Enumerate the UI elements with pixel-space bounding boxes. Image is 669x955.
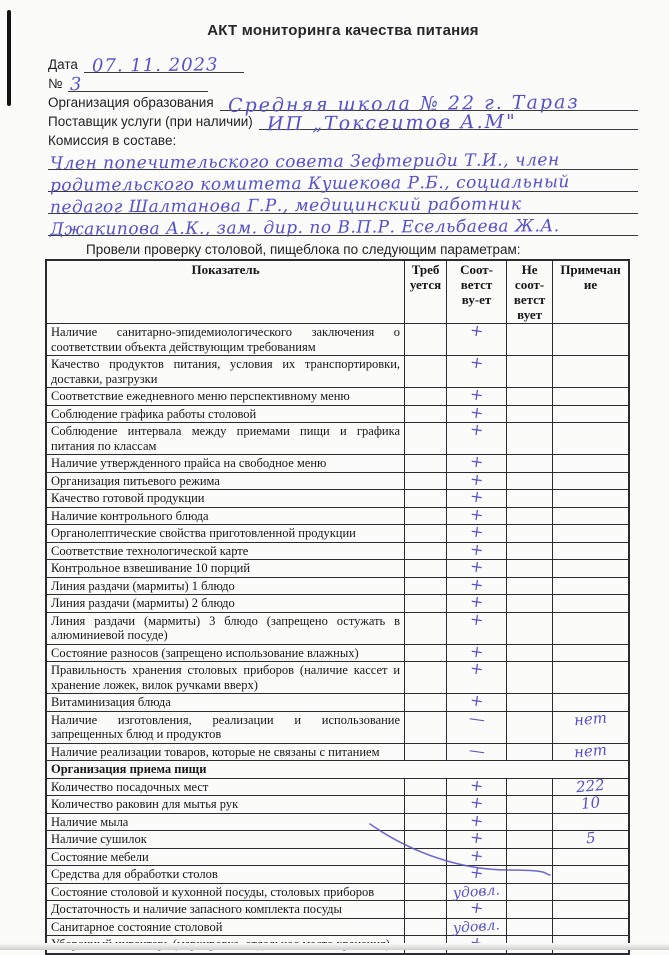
not-complies-cell	[507, 848, 553, 866]
number-label: №	[48, 76, 63, 91]
required-cell	[405, 662, 447, 694]
not-complies-cell	[507, 405, 553, 423]
note-cell	[553, 883, 629, 901]
required-cell	[405, 694, 447, 712]
handwritten-mark: +	[468, 538, 485, 560]
note-cell	[553, 507, 629, 525]
required-cell	[405, 796, 447, 814]
table-row	[46, 356, 629, 388]
table-row	[46, 918, 629, 936]
commission-line-text: педагог Шалтанова Г.Р., медицинский работник	[49, 194, 522, 218]
indicator-cell: Линия раздачи (мармиты) 2 блюдо	[46, 595, 405, 613]
column-header-complies: Соот- ветст ву-ет	[447, 260, 507, 324]
column-header-not-complies: Не соот- ветст вует	[507, 260, 553, 324]
not-complies-cell	[507, 388, 553, 406]
required-cell	[405, 778, 447, 796]
required-cell	[405, 507, 447, 525]
note-cell	[553, 490, 629, 508]
indicator-cell: Соответствие ежедневного меню перспективному меню	[46, 388, 405, 406]
handwritten-mark: +	[468, 468, 485, 490]
not-complies-cell	[507, 918, 553, 936]
required-cell	[405, 388, 447, 406]
indicator-cell: Витаминизация блюда	[46, 694, 405, 712]
table-row	[46, 813, 629, 831]
complies-cell	[447, 352, 507, 388]
organization-field	[48, 91, 638, 117]
commission-line	[48, 214, 638, 240]
document-content	[48, 14, 638, 955]
indicator-cell: Достаточность и наличие запасного комплекта посуды	[46, 901, 405, 919]
not-complies-cell	[507, 560, 553, 578]
note-cell	[553, 595, 629, 613]
complies-cell	[447, 897, 507, 919]
not-complies-cell	[507, 866, 553, 884]
indicator-cell: Контрольное взвешивание 10 порций	[46, 560, 405, 578]
handwritten-note: 5	[585, 828, 597, 848]
handwritten-mark: +	[468, 640, 485, 662]
complies-cell	[447, 419, 507, 455]
note-cell	[553, 612, 629, 644]
table-row	[46, 423, 629, 455]
inspection-table	[45, 259, 630, 955]
required-cell	[405, 883, 447, 901]
complies-cell	[447, 707, 507, 743]
not-complies-cell	[507, 901, 553, 919]
required-cell	[405, 866, 447, 884]
handwritten-mark: +	[468, 556, 485, 578]
handwritten-mark: удовл.	[452, 917, 501, 937]
not-complies-cell	[507, 542, 553, 560]
handwritten-mark: +	[468, 774, 485, 796]
not-complies-cell	[507, 423, 553, 455]
required-cell	[405, 918, 447, 936]
table-row	[46, 711, 629, 743]
not-complies-cell	[507, 644, 553, 662]
handwritten-mark: +	[468, 862, 485, 884]
note-cell	[553, 542, 629, 560]
handwritten-mark: +	[468, 658, 485, 680]
note-cell	[553, 388, 629, 406]
table-row	[46, 560, 629, 578]
table-row	[46, 866, 629, 884]
indicator-cell: Наличие контрольного блюда	[46, 507, 405, 525]
note-cell	[553, 455, 629, 473]
handwritten-note: 222	[575, 775, 606, 797]
supplier-field	[48, 110, 638, 136]
note-cell	[553, 405, 629, 423]
number-handwritten-value: 3	[70, 73, 84, 96]
indicator-cell: Органолептические свойства приготовленной продукции	[46, 525, 405, 543]
indicator-cell: Соблюдение графика работы столовой	[46, 405, 405, 423]
indicator-cell: Состояние разносов (запрещено использование влажных)	[46, 644, 405, 662]
not-complies-cell	[507, 662, 553, 694]
number-blank	[68, 73, 208, 96]
indicator-cell: Наличие сушилок	[46, 831, 405, 849]
number-field	[48, 73, 638, 96]
required-cell	[405, 831, 447, 849]
required-cell	[405, 542, 447, 560]
indicator-cell: Наличие мыла	[46, 813, 405, 831]
note-cell	[553, 356, 629, 388]
indicator-cell: Количество посадочных мест	[46, 778, 405, 796]
handwritten-mark: +	[468, 809, 485, 831]
indicator-cell: Состояние столовой и кухонной посуды, столовых приборов	[46, 883, 405, 901]
required-cell	[405, 577, 447, 595]
supplier-blank	[259, 110, 638, 136]
note-cell	[553, 525, 629, 543]
table-row	[46, 901, 629, 919]
required-cell	[405, 848, 447, 866]
required-cell	[405, 560, 447, 578]
indicator-cell: Качество готовой продукции	[46, 490, 405, 508]
table-row	[46, 796, 629, 814]
not-complies-cell	[507, 831, 553, 849]
table-row	[46, 388, 629, 406]
date-label: Дата	[48, 57, 78, 72]
not-complies-cell	[507, 490, 553, 508]
complies-cell	[447, 862, 507, 884]
commission-line-text: Член попечительского совета Зефтериди Т.И., член	[49, 150, 560, 174]
page-title: АКТ мониторинга качества питания	[207, 22, 479, 39]
organization-handwritten-value: Средняя школа № 22 г. Тараз	[227, 91, 580, 117]
handwritten-mark: +	[468, 320, 485, 342]
indicator-cell: Количество раковин для мытья рук	[46, 796, 405, 814]
scan-artifact-line	[7, 10, 11, 106]
commission-line-text: родительского комитета Кушекова Р.Б., социальный	[49, 172, 570, 196]
commission-handwritten-block	[48, 148, 638, 240]
column-header-indicator: Показатель	[46, 260, 405, 324]
handwritten-mark: +	[468, 401, 485, 423]
not-complies-cell	[507, 595, 553, 613]
table-row	[46, 472, 629, 490]
note-cell	[553, 560, 629, 578]
handwritten-mark: +	[468, 573, 485, 595]
note-cell	[553, 866, 629, 884]
table-row	[46, 778, 629, 796]
indicator-cell: Соблюдение интервала между приемами пищи и графика питания по классам	[46, 423, 405, 455]
not-complies-cell	[507, 356, 553, 388]
required-cell	[405, 595, 447, 613]
required-cell	[405, 901, 447, 919]
required-cell	[405, 423, 447, 455]
note-cell	[553, 644, 629, 662]
handwritten-mark: +	[468, 503, 485, 525]
note-cell	[553, 901, 629, 919]
required-cell	[405, 743, 447, 761]
supplier-handwritten-value: ИП „Токсеитов А.М"	[266, 110, 517, 136]
table-row	[46, 595, 629, 613]
organization-label: Организация образования	[48, 95, 214, 110]
complies-cell	[447, 320, 507, 356]
required-cell	[405, 525, 447, 543]
not-complies-cell	[507, 778, 553, 796]
required-cell	[405, 612, 447, 644]
table-row	[46, 525, 629, 543]
indicator-cell: Санитарное состояние столовой	[46, 918, 405, 936]
table-row	[46, 542, 629, 560]
not-complies-cell	[507, 525, 553, 543]
not-complies-cell	[507, 324, 553, 356]
handwritten-mark: +	[468, 827, 485, 849]
required-cell	[405, 356, 447, 388]
handwritten-mark: +	[468, 792, 485, 814]
note-cell	[553, 472, 629, 490]
handwritten-mark: —	[467, 739, 486, 761]
not-complies-cell	[507, 612, 553, 644]
handwritten-mark: +	[468, 486, 485, 508]
note-cell	[553, 848, 629, 866]
table-row	[46, 612, 629, 644]
organization-blank	[220, 91, 638, 117]
handwritten-mark: +	[468, 419, 485, 441]
not-complies-cell	[507, 694, 553, 712]
table-row	[46, 662, 629, 694]
required-cell	[405, 711, 447, 743]
commission-line	[48, 170, 638, 196]
note-cell	[553, 740, 629, 762]
handwritten-mark: удовл.	[452, 882, 501, 902]
table-row	[46, 455, 629, 473]
table-header-row	[46, 260, 629, 324]
note-cell	[553, 577, 629, 595]
not-complies-cell	[507, 472, 553, 490]
handwritten-mark: +	[468, 897, 485, 919]
not-complies-cell	[507, 711, 553, 743]
section-row	[46, 761, 629, 779]
column-header-required: Треб уется	[405, 260, 447, 324]
complies-cell	[447, 739, 507, 761]
supplier-label: Поставщик услуги (при наличии)	[48, 114, 253, 129]
not-complies-cell	[507, 813, 553, 831]
required-cell	[405, 472, 447, 490]
section-title: Организация приема пищи	[46, 761, 629, 779]
date-blank	[84, 54, 244, 77]
commission-line	[48, 148, 638, 174]
handwritten-note: нет	[573, 708, 608, 730]
table-row	[46, 644, 629, 662]
indicator-cell: Линия раздачи (мармиты) 1 блюдо	[46, 577, 405, 595]
date-field	[48, 54, 638, 77]
indicator-cell: Наличие реализации товаров, которые не связаны с питанием	[46, 743, 405, 761]
indicator-cell: Организация питьевого режима	[46, 472, 405, 490]
not-complies-cell	[507, 507, 553, 525]
date-handwritten-value: 07. 11. 2023	[91, 54, 219, 77]
note-cell	[553, 662, 629, 694]
table-row	[46, 743, 629, 761]
handwritten-mark: —	[467, 707, 486, 729]
column-header-note: Примечан ие	[553, 260, 629, 324]
not-complies-cell	[507, 743, 553, 761]
required-cell	[405, 455, 447, 473]
table-intro-text: Провели проверку столовой, пищеблока по следующим параметрам:	[86, 242, 521, 257]
table-row	[46, 324, 629, 356]
note-cell	[553, 918, 629, 936]
required-cell	[405, 405, 447, 423]
note-cell	[553, 793, 629, 814]
table-row	[46, 507, 629, 525]
table-row	[46, 694, 629, 712]
required-cell	[405, 324, 447, 356]
not-complies-cell	[507, 796, 553, 814]
note-cell	[553, 708, 629, 743]
commission-line	[48, 192, 638, 218]
indicator-cell: Средства для обработки столов	[46, 866, 405, 884]
note-cell	[553, 694, 629, 712]
handwritten-note: нет	[573, 740, 608, 762]
complies-cell	[447, 658, 507, 694]
indicator-cell: Наличие санитарно-эпидемиологического заключения о соответствии объекта действующим требованиям	[46, 324, 405, 356]
scan-bottom-edge	[0, 943, 669, 950]
indicator-cell: Состояние мебели	[46, 848, 405, 866]
indicator-cell: Правильность хранения столовых приборов (наличие кассет и хранение ложек, вилок ручками вверх)	[46, 662, 405, 694]
table-row	[46, 848, 629, 866]
required-cell	[405, 644, 447, 662]
handwritten-mark: +	[468, 384, 485, 406]
handwritten-mark: +	[468, 608, 485, 630]
table-row	[46, 490, 629, 508]
indicator-cell: Качество продуктов питания, условия их транспортировки, доставки, разгрузки	[46, 356, 405, 388]
not-complies-cell	[507, 455, 553, 473]
not-complies-cell	[507, 577, 553, 595]
table-row	[46, 883, 629, 901]
handwritten-mark: +	[468, 844, 485, 866]
table-row	[46, 405, 629, 423]
table-row	[46, 831, 629, 849]
note-cell	[553, 423, 629, 455]
required-cell	[405, 490, 447, 508]
commission-line-text: Джакипова А.К., зам. дир. по В.П.Р. Есельбаева Ж.А.	[49, 216, 560, 240]
handwritten-note: 10	[580, 793, 601, 814]
indicator-cell: Соответствие технологической карте	[46, 542, 405, 560]
complies-cell	[447, 608, 507, 644]
not-complies-cell	[507, 883, 553, 901]
handwritten-mark: +	[468, 591, 485, 613]
note-cell	[553, 828, 629, 849]
table-row	[46, 577, 629, 595]
note-cell	[553, 324, 629, 356]
handwritten-mark: +	[468, 451, 485, 473]
commission-label: Комиссия в составе:	[48, 133, 177, 148]
required-cell	[405, 813, 447, 831]
handwritten-mark: +	[468, 690, 485, 712]
indicator-cell: Линия раздачи (мармиты) 3 блюдо (запрещено остужать в алюминиевой посуде)	[46, 612, 405, 644]
handwritten-mark: +	[468, 352, 485, 374]
indicator-cell: Наличие утвержденного прайса на свободное меню	[46, 455, 405, 473]
handwritten-mark: +	[468, 521, 485, 543]
indicator-cell: Наличие изготовления, реализации и использование запрещенных блюд и продуктов	[46, 711, 405, 743]
